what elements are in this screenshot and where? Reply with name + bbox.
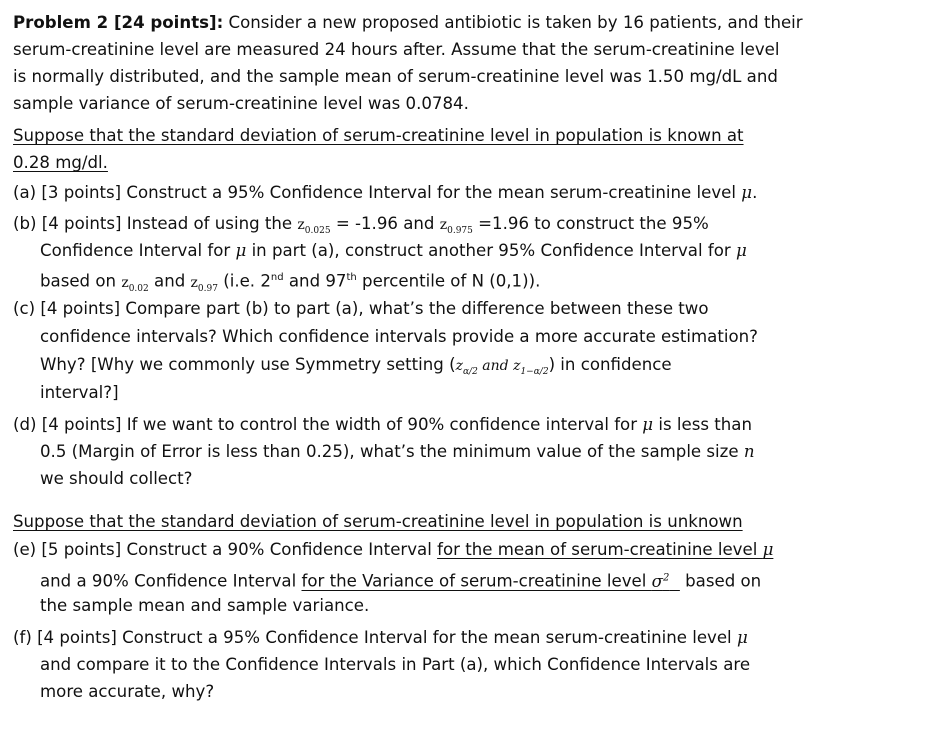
sigma-squared [652,572,680,591]
part-d-text: 0.5 (Margin of Error is less than 0.25), what’s the minimum value of the sample size [40,442,744,461]
part-b-text: based on [40,271,122,291]
sigma-symbol: σ [651,571,663,591]
z-subscript: 0.975 [447,225,473,236]
part-d-line-1 [13,414,752,436]
problem-intro-line-2: serum-creatinine level are measured 24 hours after. Assume that the serum-creatinine level [13,40,780,59]
part-f-line-3: more accurate, why? [40,682,215,701]
part-c-text: Why? [Why we commonly use Symmetry setting ( [40,355,456,374]
part-d-text: (d) [4 points] If we want to control the width of 90% confidence interval for [13,415,643,434]
z-letter: z [121,274,129,291]
ordinal-superscript: nd [270,272,284,283]
part-b-text: and 97 [283,271,347,291]
part-e-line-2 [40,567,761,593]
z-letter: z [297,217,305,233]
part-c-line-3 [40,354,672,383]
n-symbol: n [743,442,755,461]
z-097 [190,274,218,294]
part-e-text: (e) [5 points] Construct a 90% Confidence Interval [13,540,438,559]
part-c-line-4: interval?] [40,383,119,402]
part-b-text: and [148,271,191,291]
z-0025 [297,217,331,236]
z-alpha-half [455,358,549,377]
part-f-line-1 [13,627,748,649]
z-subscript: 1−α/2 [520,366,549,377]
mu-symbol: μ [741,183,753,202]
part-b-line-1 [13,213,709,242]
z-letter: z [439,217,448,233]
known-sd-heading-line-1: Suppose that the standard deviation of serum-creatinine level in population is known at [13,126,744,145]
part-e-underlined: for the mean of serum-creatinine level [437,540,763,559]
z-subscript: 0.025 [304,225,331,236]
part-e-line-3: the sample mean and sample variance. [40,596,370,615]
part-e-text: based on [679,571,762,591]
problem-intro-line-4: sample variance of serum-creatinine level was 0.0784. [13,94,469,113]
part-e-line-1 [13,539,773,561]
z-0975 [439,217,473,236]
part-f-text: (f) [4 points] Construct a 95% Confidence Interval for the mean serum-creatinine level [13,628,737,647]
problem-heading: Problem 2 [24 points]: [13,13,224,32]
known-sd-heading-line-2: 0.28 mg/dl. [13,153,108,172]
part-d-text: is less than [653,415,752,434]
part-a-text: (a) [3 points] Construct a 95% Confidence Interval for the mean serum-creatinine level [13,183,742,202]
part-a [13,182,757,204]
z-subscript: α/2 [462,366,478,377]
unknown-sd-heading: Suppose that the standard deviation of serum-creatinine level in population is unknown [13,512,743,531]
part-b-text: (i.e. 2 [217,271,271,291]
part-b-text: Confidence Interval for [40,241,236,260]
part-b-line-3 [40,267,540,299]
z-subscript: 0.02 [128,283,149,294]
and-word: and [477,358,514,374]
z-letter: z [513,358,521,374]
part-c-text: ) in confidence [548,355,672,374]
part-b-line-2 [40,240,747,262]
z-letter: z [455,358,463,374]
part-a-end: . [752,183,758,202]
mu-symbol: μ [642,415,654,434]
intro-text: Consider a new proposed antibiotic is taken by 16 patients, and their [223,13,803,32]
part-b-text: =1.96 to construct the 95% [472,214,709,233]
problem-intro-line-1 [13,12,803,34]
z-002 [121,274,149,294]
part-b-text: percentile of N (0,1)). [356,271,541,291]
mu-symbol: μ [736,628,748,647]
part-c-line-1: (c) [4 points] Compare part (b) to part (a), what’s the difference between these two [13,299,709,318]
z-letter: z [190,274,198,291]
part-e-underlined: for the Variance of serum-creatinine level [301,571,652,591]
z-subscript: 0.97 [197,283,218,294]
mu-symbol: μ [762,540,774,559]
square-superscript: 2 [662,572,670,583]
part-b-text: in part (a), construct another 95% Confidence Interval for [246,241,736,260]
part-f-line-2: and compare it to the Confidence Intervals in Part (a), which Confidence Intervals are [40,655,751,674]
part-c-line-2: confidence intervals? Which confidence intervals provide a more accurate estimation? [40,327,758,346]
mu-symbol: μ [735,241,747,260]
part-e-text: and a 90% Confidence Interval [40,571,302,591]
part-d-line-3: we should collect? [40,469,193,488]
mu-symbol: μ [235,241,247,260]
ordinal-superscript: th [346,272,357,283]
problem-intro-line-3: is normally distributed, and the sample mean of serum-creatinine level was 1.50 mg/dL and [13,67,778,86]
part-b-text: (b) [4 points] Instead of using the [13,214,298,233]
part-b-text: = -1.96 and [330,214,440,233]
part-d-line-2 [40,441,755,463]
